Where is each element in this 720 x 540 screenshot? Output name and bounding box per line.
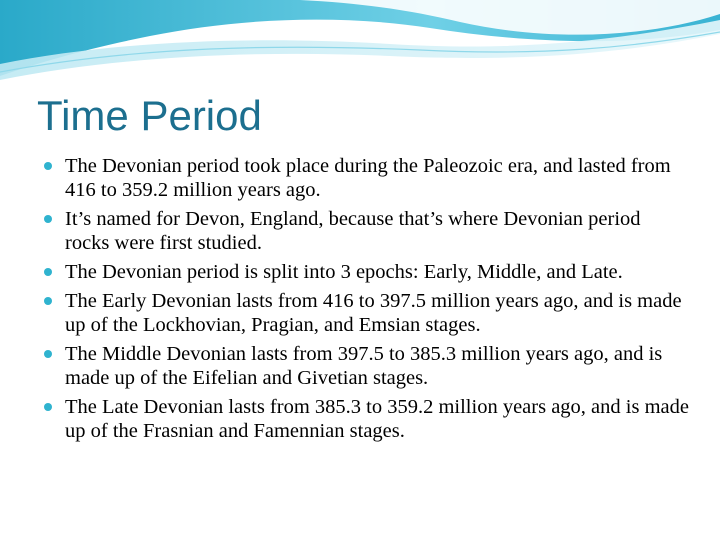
bullet-item [40, 260, 690, 284]
bullet-dot-icon [44, 162, 52, 170]
bullet-dot-icon [44, 403, 52, 411]
bullet-text: The Middle Devonian lasts from 397.5 to 385.3 million years ago, and is made up of the Eifelian and Givetian stages. [65, 343, 663, 389]
bullet-item [40, 395, 690, 443]
bullet-list [40, 154, 690, 448]
bullet-item [40, 289, 690, 337]
bullet-text: The Devonian period is split into 3 epochs: Early, Middle, and Late. [65, 261, 623, 283]
bullet-item [40, 207, 690, 255]
header-wave-decoration [0, 0, 720, 90]
bullet-dot-icon [44, 297, 52, 305]
bullet-text: The Early Devonian lasts from 416 to 397.5 million years ago, and is made up of the Lockhovian, Pragian, and Emsian stages. [65, 290, 682, 336]
slide-title: Time Period [37, 92, 262, 139]
bullet-dot-icon [44, 268, 52, 276]
bullet-item [40, 342, 690, 390]
bullet-text: The Devonian period took place during the Paleozoic era, and lasted from 416 to 359.2 million years ago. [65, 155, 671, 201]
bullet-text: It’s named for Devon, England, because that’s where Devonian period rocks were first studied. [65, 208, 641, 254]
bullet-dot-icon [44, 350, 52, 358]
bullet-text: The Late Devonian lasts from 385.3 to 359.2 million years ago, and is made up of the Frasnian and Famennian stages. [65, 396, 689, 442]
bullet-dot-icon [44, 215, 52, 223]
bullet-item [40, 154, 690, 202]
